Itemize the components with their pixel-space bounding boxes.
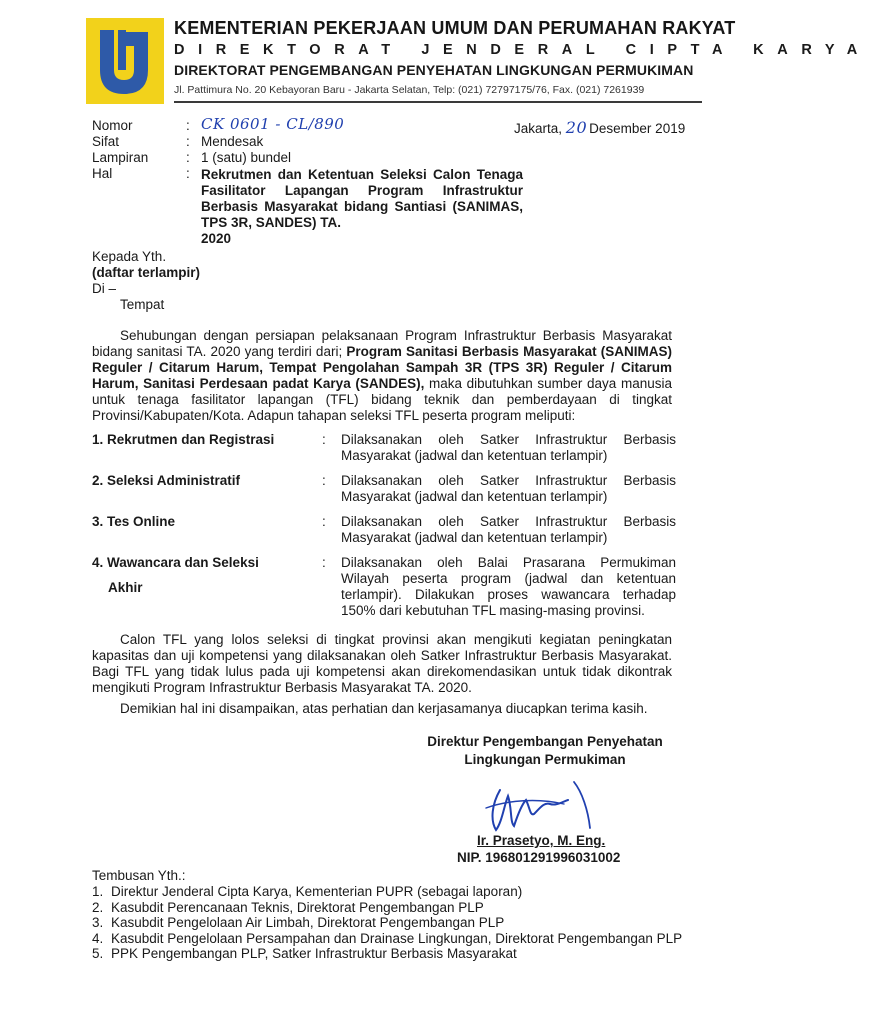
pupr-logo-icon (86, 18, 164, 104)
intro-programs: Program Sanitasi Berbasis Masyarakat (SANIMAS) Reguler / Citarum Harum, Tempat Pengolahan Sampah 3R (TPS 3R) Reguler / Citarum Harum, Sanitasi Perdesaan padat Karya (SANDES), (92, 344, 672, 391)
letterhead-address: Jl. Pattimura No. 20 Kebayoran Baru - Jakarta Selatan, Telp: (021) 72797175/76, Fax. (021) 7261939 (174, 84, 645, 96)
cc-list (92, 884, 692, 962)
signatory-nip: NIP. 196801291996031002 (457, 850, 621, 865)
stage-4-desc: Dilaksanakan oleh Balai Prasarana Permukiman Wilayah peserta program (jadwal dan ketentuan terlampir). Dilakukan proses wawancara terhadap 150% dari kebutuhan TFL masing-masing provinsi. (341, 555, 676, 618)
nomor-value: CK 0601 - CL/890 (201, 115, 345, 133)
cc-item (92, 900, 692, 916)
cc-item-text: Kasubdit Pengelolaan Persampahan dan Drainase Lingkungan, Direktorat Pengembangan PLP (111, 930, 683, 946)
cc-item (92, 946, 692, 962)
sifat-label: Sifat (92, 134, 120, 149)
sifat-value: Mendesak (201, 134, 264, 149)
lampiran-value: 1 (satu) bundel (201, 150, 292, 165)
ministry-name: KEMENTERIAN PEKERJAAN UMUM DAN PERUMAHAN RAKYAT (174, 18, 736, 38)
subject-main: Rekrutmen dan Ketentuan Seleksi Calon Tenaga Fasilitator Lapangan Program Infrastruktur Berbasis Masyarakat bidang Santiasi (SANIMAS, TPS 3R, SANDES) TA. (201, 167, 523, 230)
stage-4-title: 4. Wawancara dan Seleksi (92, 555, 259, 570)
stage-3-title: 3. Tes Online (92, 514, 176, 529)
letterhead-divider (174, 101, 702, 103)
cc-item-number: 2. (92, 899, 104, 915)
place: Jakarta, (514, 121, 563, 136)
stage-3-colon: : (322, 514, 326, 529)
date-day: 20 (565, 118, 588, 137)
addressee-greeting: Kepada Yth. (92, 249, 167, 264)
stage-2-title: 2. Seleksi Administratif (92, 473, 241, 488)
signatory-position-line1: Direktur Pengembangan Penyehatan (427, 734, 663, 749)
cc-item (92, 884, 692, 900)
paragraph-intro (92, 328, 672, 424)
cc-item-text: Kasubdit Perencanaan Teknis, Direktorat Pengembangan PLP (111, 899, 484, 915)
cc-item-number: 5. (92, 946, 104, 961)
directorate-name: DIREKTORAT PENGEMBANGAN PENYEHATAN LINGKUNGAN PERMUKIMAN (174, 62, 694, 78)
signatory-position-line2: Lingkungan Permukiman (464, 752, 626, 767)
paragraph-closing: Demikian hal ini disampaikan, atas perhatian dan kerjasamanya diucapkan terima kasih. (120, 701, 648, 716)
signatory-name: Ir. Prasetyo, M. Eng. (477, 833, 606, 848)
nomor-colon: : (186, 118, 190, 133)
addressee-list: (daftar terlampir) (92, 265, 201, 280)
addressee-place: Tempat (120, 297, 165, 312)
cc-item-number: 4. (92, 930, 104, 946)
stage-1-desc: Dilaksanakan oleh Satker Infrastruktur Berbasis Masyarakat (jadwal dan ketentuan terlampir) (341, 432, 676, 463)
cc-item-number: 1. (92, 884, 104, 899)
hal-colon: : (186, 166, 190, 181)
addressee-di: Di – (92, 281, 117, 296)
place-date (514, 118, 685, 137)
subject-text (201, 167, 523, 247)
signatory-position (400, 733, 690, 769)
stage-1-colon: : (322, 432, 326, 447)
stage-2-colon: : (322, 473, 326, 488)
cc-item-text: Kasubdit Pengelolaan Air Limbah, Direktorat Pengembangan PLP (111, 915, 505, 930)
stage-2-desc: Dilaksanakan oleh Satker Infrastruktur Berbasis Masyarakat (jadwal dan ketentuan terlampir) (341, 473, 676, 504)
lampiran-colon: : (186, 150, 190, 165)
cc-heading: Tembusan Yth.: (92, 868, 186, 883)
directorate-general-name: DIREKTORAT JENDERAL CIPTA KARYA (174, 42, 871, 58)
paragraph-followup: Calon TFL yang lolos seleksi di tingkat provinsi akan mengikuti kegiatan peningkatan kapasitas dan uji kompetensi yang dilaksanakan oleh Satker Infrastruktur Berbasis Masyarakat. Bagi TFL yang tidak lulus pada uji kompetensi akan direkomendasikan untuk tidak dikontrak mengikuti Program Infrastruktur Berbasis Masyarakat TA. 2020. (92, 632, 672, 695)
stage-4-title-cont: Akhir (108, 580, 143, 595)
subject-year: 2020 (201, 231, 232, 246)
nomor-label: Nomor (92, 118, 133, 133)
cc-item-text: PPK Pengembangan PLP, Satker Infrastruktur Berbasis Masyarakat (111, 946, 517, 961)
intro-text-c: maka dibutuhkan sumber daya manusia untuk tenaga fasilitator lapangan (TFL) bidang teknik dan pemberdayaan di tingkat Provinsi/Kabupaten/Kota. Adapun tahapan seleksi TFL peserta program meliputi: (92, 376, 672, 423)
handwritten-signature-icon (478, 770, 628, 842)
cc-item (92, 931, 692, 947)
cc-item (92, 915, 692, 931)
hal-label: Hal (92, 166, 113, 181)
stage-3-desc: Dilaksanakan oleh Satker Infrastruktur Berbasis Masyarakat (jadwal dan ketentuan terlampir) (341, 514, 676, 545)
cc-item-text: Direktur Jenderal Cipta Karya, Kementerian PUPR (sebagai laporan) (111, 884, 523, 899)
stage-1-title: 1. Rekrutmen dan Registrasi (92, 432, 275, 447)
sifat-colon: : (186, 134, 190, 149)
date-rest: Desember 2019 (589, 121, 686, 136)
cc-item-number: 3. (92, 915, 104, 930)
lampiran-label: Lampiran (92, 150, 149, 165)
intro-text-a: Sehubungan dengan persiapan pelaksanaan Program Infrastruktur Berbasis Masyarakat bidang sanitasi TA. 2020 yang terdiri dari; (92, 328, 672, 359)
stage-4-colon: : (322, 555, 326, 570)
